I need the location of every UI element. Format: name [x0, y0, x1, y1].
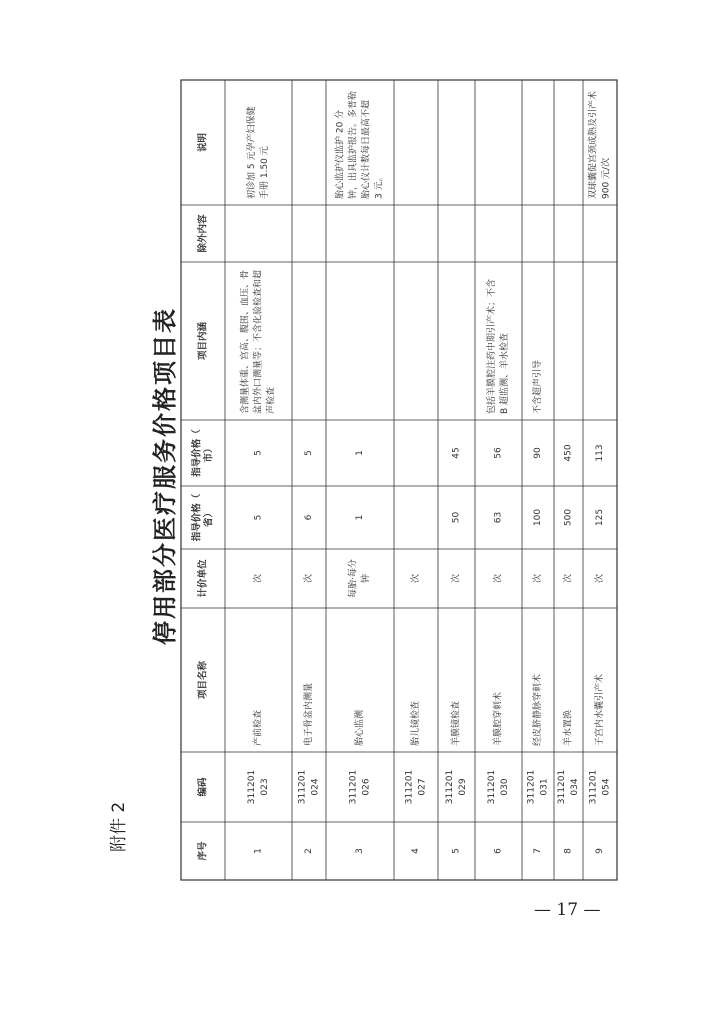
svg-text:电子骨盆内测量: 电子骨盆内测量	[304, 682, 314, 746]
table-cell-no	[304, 848, 314, 854]
table-cell-name	[593, 674, 605, 746]
svg-text:90: 90	[533, 447, 543, 459]
svg-text:不含超声引导: 不含超声引导	[533, 359, 543, 414]
svg-text:5: 5	[304, 450, 314, 456]
table-border	[181, 80, 617, 880]
table-cell-unit	[347, 559, 372, 598]
table-cell-content	[485, 279, 510, 414]
svg-text:027: 027	[417, 778, 428, 796]
svg-text:经皮脐静脉穿刺术: 经皮脐静脉穿刺术	[533, 673, 543, 746]
table-cell-no	[595, 848, 605, 854]
svg-text:9: 9	[595, 848, 605, 854]
page-title: 停用部分医疗服务价格项目表	[150, 307, 179, 645]
svg-text:311201: 311201	[487, 769, 497, 805]
svg-text:311201: 311201	[297, 769, 308, 805]
svg-text:子宫内水囊引产术: 子宫内水囊引产术	[595, 673, 605, 746]
header-cell	[197, 133, 209, 153]
table-cell-price_city	[595, 444, 605, 461]
svg-text:指导价格（: 指导价格（	[191, 493, 203, 542]
svg-text:次: 次	[451, 573, 462, 584]
svg-text:每胎·每分: 每胎·每分	[348, 559, 359, 598]
svg-text:编码: 编码	[197, 777, 209, 797]
svg-text:含测量体重、宫高、腹围、血压、骨: 含测量体重、宫高、腹围、血压、骨	[240, 269, 251, 414]
table-cell-code	[557, 770, 580, 804]
svg-text:手册 1.50 元: 手册 1.50 元	[260, 146, 270, 199]
svg-text:311201: 311201	[445, 769, 455, 805]
svg-text:6: 6	[304, 514, 314, 521]
table-cell-unit	[531, 574, 543, 583]
header-cell	[197, 322, 209, 361]
svg-text:初诊加 5 元孕产妇保健: 初诊加 5 元孕产妇保健	[247, 106, 257, 199]
svg-text:羊水置换: 羊水置换	[563, 709, 574, 746]
table-cell-no	[411, 848, 421, 854]
svg-text:次: 次	[563, 573, 574, 584]
svg-text:盆内外口测量等；不含化验检查和超: 盆内外口测量等；不含化验检查和超	[253, 269, 264, 414]
svg-text:026: 026	[361, 778, 372, 796]
svg-text:产前检查: 产前检查	[253, 709, 264, 746]
svg-text:054: 054	[601, 778, 612, 796]
svg-text:450: 450	[563, 444, 574, 462]
table-cell-name	[252, 710, 264, 746]
table-cell-unit	[450, 574, 462, 583]
svg-text:2: 2	[304, 848, 314, 854]
table-cell-content	[531, 360, 543, 414]
table-cell-price_city	[494, 447, 504, 459]
svg-text:次: 次	[411, 573, 421, 584]
table-cell-code	[298, 770, 321, 804]
svg-text:项目名称: 项目名称	[197, 660, 209, 700]
table-cell-unit	[409, 574, 421, 583]
svg-text:100: 100	[533, 508, 543, 527]
svg-text:500: 500	[563, 508, 574, 527]
table-cell-unit	[593, 574, 605, 583]
table-cell-no	[452, 848, 462, 854]
svg-text:B 超监测、羊水检查: B 超监测、羊水检查	[500, 332, 510, 414]
table-cell-unit	[302, 574, 314, 583]
svg-text:3 元。: 3 元。	[374, 172, 385, 199]
header-cell	[197, 214, 209, 253]
attachment-label: 附件 2	[109, 801, 129, 852]
svg-text:5: 5	[253, 450, 264, 456]
svg-text:6: 6	[493, 848, 504, 854]
table-cell-code	[349, 770, 372, 804]
svg-text:次: 次	[253, 573, 264, 584]
svg-text:63: 63	[493, 511, 504, 524]
svg-text:45: 45	[451, 447, 462, 459]
svg-text:双球囊促宫颈成熟及引产术: 双球囊促宫颈成熟及引产术	[588, 90, 599, 199]
table-cell-price_prov	[355, 515, 365, 521]
table-cell-code	[405, 770, 428, 804]
header-cell	[197, 777, 209, 797]
svg-text:胎心监测: 胎心监测	[355, 709, 365, 746]
svg-text:125: 125	[595, 508, 605, 527]
svg-text:3: 3	[355, 848, 365, 854]
svg-text:113: 113	[595, 444, 605, 462]
svg-text:311201: 311201	[557, 769, 567, 805]
svg-text:羊膜腔穿刺术: 羊膜腔穿刺术	[493, 691, 504, 746]
table-cell-price_city	[355, 450, 365, 456]
table-cell-price_prov	[564, 509, 574, 526]
svg-text:4: 4	[411, 848, 421, 854]
svg-text:羊膜镜检查: 羊膜镜检查	[451, 700, 462, 746]
table-cell-price_prov	[595, 509, 605, 526]
svg-text:钟，出具监护报告。多普勒: 钟，出具监护报告。多普勒	[348, 90, 359, 199]
svg-text:市）: 市）	[203, 443, 215, 463]
svg-text:胎心仪计数每日最高不超: 胎心仪计数每日最高不超	[361, 99, 372, 199]
svg-text:030: 030	[500, 778, 510, 796]
table-cell-unit	[252, 574, 264, 583]
svg-text:311201: 311201	[588, 769, 599, 805]
table-cell-no	[564, 848, 574, 854]
table-cell-price_city	[304, 450, 314, 456]
table-cell-no	[533, 848, 543, 854]
svg-text:胎儿镜检查: 胎儿镜检查	[411, 700, 421, 746]
svg-text:1: 1	[355, 514, 365, 521]
table-cell-name	[562, 710, 574, 746]
table-cell-note	[587, 91, 612, 199]
table-cell-price_city	[533, 447, 543, 459]
table-cell-price_prov	[494, 512, 504, 523]
svg-text:311201: 311201	[404, 769, 415, 805]
svg-text:次: 次	[595, 573, 605, 584]
table-cell-unit	[562, 574, 574, 583]
header-cell	[197, 559, 209, 598]
svg-text:8: 8	[563, 848, 574, 854]
table-cell-price_prov	[254, 515, 264, 521]
svg-text:序号: 序号	[197, 841, 209, 861]
table-cell-name	[302, 683, 314, 746]
table-cell-no	[254, 848, 264, 854]
table-cell-content	[239, 270, 277, 414]
svg-text:311201: 311201	[526, 769, 537, 805]
page-number: — 17 —	[534, 900, 601, 920]
table-cell-code	[589, 770, 612, 804]
header-cell	[197, 661, 209, 700]
svg-text:除外内容: 除外内容	[197, 214, 209, 253]
svg-text:次: 次	[533, 573, 543, 584]
table-cell-price_city	[452, 447, 462, 458]
table-cell-code	[247, 770, 270, 804]
svg-text:省）: 省）	[203, 507, 215, 528]
table-cell-note	[334, 91, 385, 199]
svg-text:900 元/次: 900 元/次	[601, 157, 612, 199]
svg-text:50: 50	[451, 511, 462, 524]
table-cell-unit	[492, 574, 504, 583]
table-cell-price_prov	[304, 514, 314, 520]
svg-text:031: 031	[539, 778, 550, 796]
svg-text:311201: 311201	[247, 769, 257, 805]
svg-text:5: 5	[451, 848, 462, 854]
table-cell-name	[450, 701, 462, 746]
table-cell-code	[527, 770, 550, 804]
svg-text:次: 次	[493, 573, 504, 584]
table-cell-price_prov	[452, 512, 462, 524]
svg-text:1: 1	[253, 848, 264, 854]
svg-text:023: 023	[260, 778, 270, 796]
svg-text:指导价格（: 指导价格（	[191, 429, 203, 477]
table-cell-price_city	[564, 444, 574, 461]
svg-text:计价单位: 计价单位	[197, 559, 209, 598]
svg-text:029: 029	[458, 778, 468, 796]
svg-text:7: 7	[533, 848, 543, 854]
svg-text:胎心监护仪监护 20 分: 胎心监护仪监护 20 分	[335, 109, 346, 199]
table-cell-name	[353, 710, 365, 746]
header-cell	[191, 493, 215, 541]
table-cell-name	[531, 674, 543, 746]
table-cell-price_city	[254, 450, 264, 456]
header-cell	[191, 429, 215, 477]
svg-text:钟: 钟	[361, 573, 372, 584]
table-cell-code	[445, 770, 468, 804]
header-cell	[197, 841, 209, 861]
svg-text:次: 次	[304, 573, 314, 584]
svg-text:034: 034	[570, 778, 580, 796]
table-cell-no	[494, 848, 504, 854]
svg-text:311201: 311201	[348, 769, 359, 805]
svg-text:包括羊膜腔注药中期引产术；不含: 包括羊膜腔注药中期引产术；不含	[487, 278, 497, 414]
svg-text:024: 024	[310, 778, 321, 796]
table-cell-name	[492, 692, 504, 746]
table-cell-name	[409, 701, 421, 746]
svg-text:声检查: 声检查	[266, 386, 277, 414]
table-cell-code	[487, 770, 510, 804]
svg-text:说明: 说明	[197, 132, 209, 153]
svg-text:1: 1	[355, 450, 365, 456]
table-cell-note	[245, 107, 270, 199]
svg-text:5: 5	[253, 514, 264, 521]
svg-text:项目内涵: 项目内涵	[197, 321, 209, 361]
table-cell-no	[355, 848, 365, 854]
table-cell-price_prov	[533, 509, 543, 526]
svg-text:56: 56	[493, 447, 504, 459]
